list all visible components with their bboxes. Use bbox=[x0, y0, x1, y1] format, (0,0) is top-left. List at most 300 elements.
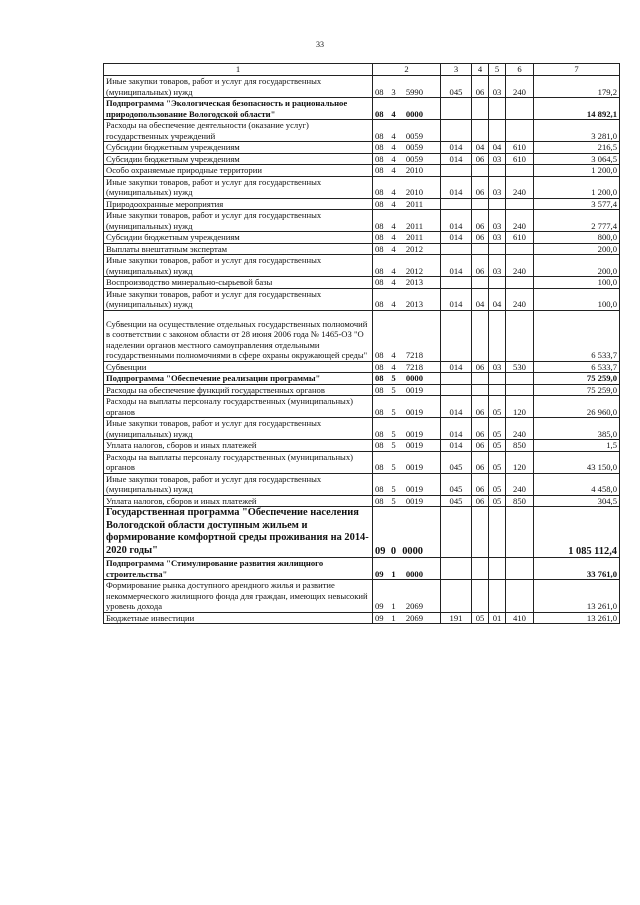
row-sum: 6 533,7 bbox=[534, 361, 620, 373]
row-code bbox=[373, 373, 441, 385]
row-sum: 200,0 bbox=[534, 243, 620, 255]
row-subsection bbox=[489, 507, 506, 558]
row-code bbox=[373, 310, 441, 361]
row-grbs bbox=[441, 165, 472, 177]
row-subsection bbox=[489, 243, 506, 255]
row-sum: 179,2 bbox=[534, 76, 620, 98]
row-grbs bbox=[441, 277, 472, 289]
row-subsection: 04 bbox=[489, 288, 506, 310]
row-grbs: 014 bbox=[441, 361, 472, 373]
row-grbs: 045 bbox=[441, 76, 472, 98]
row-subsection: 04 bbox=[489, 142, 506, 154]
code-direction: 0019 bbox=[405, 495, 423, 506]
code-subprogram: 4 bbox=[391, 130, 396, 141]
code-direction: 0000 bbox=[405, 568, 423, 579]
row-grbs: 014 bbox=[441, 255, 472, 277]
row-subsection: 01 bbox=[489, 612, 506, 624]
row-code bbox=[373, 210, 441, 232]
row-subsection: 03 bbox=[489, 361, 506, 373]
row-subsection bbox=[489, 198, 506, 210]
code-subprogram: 4 bbox=[391, 165, 396, 175]
row-name: Уплата налогов, сборов и иных платежей bbox=[104, 440, 373, 452]
row-grbs bbox=[441, 580, 472, 613]
code-program: 08 bbox=[375, 108, 384, 119]
table-row bbox=[104, 98, 620, 120]
row-sum: 1,5 bbox=[534, 440, 620, 452]
row-grbs: 014 bbox=[441, 396, 472, 418]
code-subprogram: 4 bbox=[391, 350, 396, 360]
row-sum: 14 892,1 bbox=[534, 98, 620, 120]
row-subsection bbox=[489, 384, 506, 396]
row-sum: 800,0 bbox=[534, 232, 620, 244]
row-expense-type bbox=[506, 373, 534, 385]
row-name: Иные закупки товаров, работ и услуг для государственных (муниципальных) нужд bbox=[104, 76, 373, 98]
code-subprogram: 3 bbox=[391, 86, 396, 97]
row-section bbox=[472, 384, 489, 396]
row-subsection: 03 bbox=[489, 210, 506, 232]
code-direction: 0019 bbox=[405, 428, 423, 439]
code-direction: 0059 bbox=[405, 153, 423, 164]
code-program: 08 bbox=[375, 86, 384, 97]
row-grbs: 014 bbox=[441, 440, 472, 452]
row-grbs bbox=[441, 558, 472, 580]
code-subprogram: 5 bbox=[391, 484, 396, 494]
code-program: 09 bbox=[375, 612, 384, 623]
row-name: Субвенции на осуществление отдельных государственных полномочий в соответствии с законом области от 28 июня 2006 года № 1465-ОЗ "О наделении органов местного самоуправления отдельными государственными полномочиями в сфере охраны окружающей среды" bbox=[104, 310, 373, 361]
code-program: 08 bbox=[375, 350, 384, 360]
code-program: 08 bbox=[375, 299, 384, 309]
row-expense-type: 850 bbox=[506, 495, 534, 507]
code-direction: 0000 bbox=[405, 108, 423, 119]
code-program: 08 bbox=[375, 428, 384, 439]
code-subprogram: 5 bbox=[391, 462, 396, 472]
code-subprogram: 1 bbox=[391, 601, 396, 612]
code-program: 09 bbox=[375, 601, 384, 612]
row-subsection: 05 bbox=[489, 440, 506, 452]
row-expense-type: 120 bbox=[506, 451, 534, 473]
row-code bbox=[373, 176, 441, 198]
code-program: 08 bbox=[375, 165, 384, 175]
row-code bbox=[373, 76, 441, 98]
code-direction: 2011 bbox=[406, 220, 423, 231]
row-code bbox=[373, 396, 441, 418]
code-direction: 0019 bbox=[405, 384, 423, 395]
row-subsection bbox=[489, 580, 506, 613]
row-code bbox=[373, 277, 441, 289]
code-direction: 2013 bbox=[405, 299, 423, 309]
code-program: 08 bbox=[375, 232, 384, 242]
code-subprogram: 0 bbox=[390, 545, 397, 557]
row-section: 06 bbox=[472, 418, 489, 440]
row-code bbox=[373, 165, 441, 177]
row-sum: 6 533,7 bbox=[534, 310, 620, 361]
code-direction: 2012 bbox=[405, 265, 423, 276]
row-expense-type: 530 bbox=[506, 361, 534, 373]
code-direction: 2069 bbox=[405, 601, 423, 612]
row-expense-type bbox=[506, 384, 534, 396]
code-subprogram: 5 bbox=[391, 428, 396, 439]
row-code bbox=[373, 580, 441, 613]
row-sum: 3 281,0 bbox=[534, 120, 620, 142]
row-expense-type: 410 bbox=[506, 612, 534, 624]
row-section: 06 bbox=[472, 361, 489, 373]
code-subprogram: 5 bbox=[391, 440, 396, 450]
row-grbs: 014 bbox=[441, 288, 472, 310]
row-expense-type bbox=[506, 98, 534, 120]
row-code bbox=[373, 384, 441, 396]
row-name: Воспроизводство минерально-сырьевой базы bbox=[104, 277, 373, 289]
row-section bbox=[472, 198, 489, 210]
code-subprogram: 4 bbox=[391, 265, 396, 276]
row-section: 06 bbox=[472, 255, 489, 277]
row-code bbox=[373, 507, 441, 558]
row-subsection bbox=[489, 558, 506, 580]
row-code bbox=[373, 153, 441, 165]
row-sum: 13 261,0 bbox=[534, 612, 620, 624]
row-grbs bbox=[441, 507, 472, 558]
table-row bbox=[104, 76, 620, 98]
row-code bbox=[373, 288, 441, 310]
row-sum: 216,5 bbox=[534, 142, 620, 154]
code-direction: 7218 bbox=[405, 361, 423, 372]
code-subprogram: 4 bbox=[391, 361, 396, 372]
table-row bbox=[104, 165, 620, 177]
table-row bbox=[104, 232, 620, 244]
row-sum: 3 064,5 bbox=[534, 153, 620, 165]
row-section: 06 bbox=[472, 440, 489, 452]
row-name: Природоохранные мероприятия bbox=[104, 198, 373, 210]
code-direction: 5990 bbox=[405, 86, 423, 97]
row-section bbox=[472, 507, 489, 558]
row-code bbox=[373, 232, 441, 244]
row-code bbox=[373, 255, 441, 277]
row-name: Подпрограмма "Стимулирование развития жилищного строительства" bbox=[104, 558, 373, 580]
row-section: 06 bbox=[472, 232, 489, 244]
row-name: Субвенции bbox=[104, 361, 373, 373]
code-direction: 2012 bbox=[405, 243, 423, 254]
budget-table bbox=[103, 63, 620, 624]
code-subprogram: 5 bbox=[391, 384, 396, 395]
row-code bbox=[373, 612, 441, 624]
row-code bbox=[373, 558, 441, 580]
row-expense-type: 240 bbox=[506, 210, 534, 232]
row-section bbox=[472, 373, 489, 385]
table-row bbox=[104, 418, 620, 440]
row-grbs: 014 bbox=[441, 153, 472, 165]
code-direction: 2010 bbox=[405, 187, 423, 197]
header-cell: 5 bbox=[489, 64, 506, 76]
row-expense-type bbox=[506, 310, 534, 361]
row-code bbox=[373, 142, 441, 154]
code-subprogram: 4 bbox=[391, 187, 396, 197]
row-subsection: 03 bbox=[489, 76, 506, 98]
row-expense-type: 610 bbox=[506, 153, 534, 165]
table-row bbox=[104, 373, 620, 385]
row-sum: 75 259,0 bbox=[534, 373, 620, 385]
table-row bbox=[104, 495, 620, 507]
row-subsection bbox=[489, 98, 506, 120]
row-subsection: 03 bbox=[489, 232, 506, 244]
row-expense-type: 610 bbox=[506, 142, 534, 154]
code-subprogram: 5 bbox=[391, 495, 396, 506]
row-sum: 100,0 bbox=[534, 288, 620, 310]
table-row bbox=[104, 153, 620, 165]
code-subprogram: 4 bbox=[391, 277, 396, 287]
row-grbs bbox=[441, 120, 472, 142]
row-section bbox=[472, 98, 489, 120]
row-expense-type: 240 bbox=[506, 288, 534, 310]
code-subprogram: 5 bbox=[391, 406, 396, 417]
row-code bbox=[373, 198, 441, 210]
row-code bbox=[373, 440, 441, 452]
row-grbs: 045 bbox=[441, 495, 472, 507]
row-name: Расходы на выплаты персоналу государственных (муниципальных) органов bbox=[104, 451, 373, 473]
row-name: Бюджетные инвестиции bbox=[104, 612, 373, 624]
row-section bbox=[472, 120, 489, 142]
code-program: 08 bbox=[375, 484, 384, 494]
table-row bbox=[104, 210, 620, 232]
row-subsection: 05 bbox=[489, 451, 506, 473]
code-program: 08 bbox=[375, 277, 384, 287]
row-name: Расходы на обеспечение функций государственных органов bbox=[104, 384, 373, 396]
table-row bbox=[104, 255, 620, 277]
row-grbs bbox=[441, 373, 472, 385]
row-sum: 13 261,0 bbox=[534, 580, 620, 613]
row-subsection: 03 bbox=[489, 176, 506, 198]
code-direction: 0059 bbox=[405, 130, 423, 141]
row-section: 06 bbox=[472, 451, 489, 473]
row-name: Формирование рынка доступного арендного жилья и развитие некоммерческого жилищного фонда для граждан, имеющих невысокий уровень дохода bbox=[104, 580, 373, 613]
row-sum: 2 777,4 bbox=[534, 210, 620, 232]
code-subprogram: 1 bbox=[391, 612, 396, 623]
code-program: 08 bbox=[375, 142, 384, 152]
row-expense-type: 240 bbox=[506, 255, 534, 277]
row-sum: 43 150,0 bbox=[534, 451, 620, 473]
row-subsection bbox=[489, 120, 506, 142]
table-row bbox=[104, 288, 620, 310]
row-name: Иные закупки товаров, работ и услуг для государственных (муниципальных) нужд bbox=[104, 255, 373, 277]
header-cell: 2 bbox=[373, 64, 441, 76]
row-code bbox=[373, 243, 441, 255]
table-row bbox=[104, 580, 620, 613]
code-subprogram: 4 bbox=[391, 220, 396, 231]
code-program: 08 bbox=[375, 198, 384, 209]
row-name: Иные закупки товаров, работ и услуг для государственных (муниципальных) нужд bbox=[104, 473, 373, 495]
row-grbs bbox=[441, 310, 472, 361]
row-name: Субсидии бюджетным учреждениям bbox=[104, 153, 373, 165]
row-grbs bbox=[441, 384, 472, 396]
code-direction: 0000 bbox=[402, 545, 423, 557]
code-program: 09 bbox=[375, 568, 384, 579]
row-sum: 75 259,0 bbox=[534, 384, 620, 396]
row-sum: 385,0 bbox=[534, 418, 620, 440]
row-grbs: 014 bbox=[441, 418, 472, 440]
code-direction: 2010 bbox=[405, 165, 423, 175]
row-expense-type: 240 bbox=[506, 76, 534, 98]
row-section bbox=[472, 243, 489, 255]
row-name: Расходы на обеспечение деятельности (оказание услуг) государственных учреждений bbox=[104, 120, 373, 142]
code-subprogram: 4 bbox=[391, 108, 396, 119]
code-program: 08 bbox=[375, 406, 384, 417]
row-code bbox=[373, 495, 441, 507]
code-direction: 0059 bbox=[405, 142, 423, 152]
row-subsection bbox=[489, 373, 506, 385]
code-direction: 2011 bbox=[406, 232, 423, 242]
row-grbs: 014 bbox=[441, 176, 472, 198]
row-grbs: 014 bbox=[441, 232, 472, 244]
code-direction: 0019 bbox=[405, 484, 423, 494]
row-subsection: 03 bbox=[489, 255, 506, 277]
row-name: Подпрограмма "Обеспечение реализации программы" bbox=[104, 373, 373, 385]
code-program: 08 bbox=[375, 153, 384, 164]
code-subprogram: 4 bbox=[391, 153, 396, 164]
row-sum: 26 960,0 bbox=[534, 396, 620, 418]
code-program: 08 bbox=[375, 384, 384, 395]
row-name: Иные закупки товаров, работ и услуг для государственных (муниципальных) нужд bbox=[104, 418, 373, 440]
row-sum: 1 200,0 bbox=[534, 165, 620, 177]
table-row bbox=[104, 507, 620, 558]
code-program: 08 bbox=[375, 462, 384, 472]
table-row bbox=[104, 142, 620, 154]
code-subprogram: 4 bbox=[391, 198, 396, 209]
code-program: 08 bbox=[375, 440, 384, 450]
row-name: Подпрограмма "Экологическая безопасность и рациональное природопользование Вологодской области" bbox=[104, 98, 373, 120]
code-direction: 0019 bbox=[405, 462, 423, 472]
row-section: 06 bbox=[472, 473, 489, 495]
row-subsection bbox=[489, 165, 506, 177]
header-row bbox=[104, 64, 620, 76]
row-name: Иные закупки товаров, работ и услуг для государственных (муниципальных) нужд bbox=[104, 288, 373, 310]
row-section: 06 bbox=[472, 153, 489, 165]
code-subprogram: 4 bbox=[391, 299, 396, 309]
row-expense-type: 850 bbox=[506, 440, 534, 452]
code-subprogram: 4 bbox=[391, 232, 396, 242]
row-grbs: 045 bbox=[441, 473, 472, 495]
row-code bbox=[373, 120, 441, 142]
code-subprogram: 4 bbox=[391, 243, 396, 254]
table-row bbox=[104, 198, 620, 210]
code-subprogram: 5 bbox=[391, 373, 396, 383]
row-code bbox=[373, 473, 441, 495]
code-direction: 0000 bbox=[405, 373, 423, 383]
row-grbs bbox=[441, 243, 472, 255]
row-name: Особо охраняемые природные территории bbox=[104, 165, 373, 177]
row-sum: 33 761,0 bbox=[534, 558, 620, 580]
row-section: 06 bbox=[472, 396, 489, 418]
row-expense-type bbox=[506, 580, 534, 613]
header-cell: 7 bbox=[534, 64, 620, 76]
code-direction: 2069 bbox=[405, 612, 423, 623]
row-grbs: 014 bbox=[441, 210, 472, 232]
row-expense-type: 120 bbox=[506, 396, 534, 418]
row-expense-type bbox=[506, 120, 534, 142]
row-name: Государственная программа "Обеспечение населения Вологодской области доступным жильем и формирование комфортной среды проживания на 2014-2020 годы" bbox=[104, 507, 373, 558]
row-subsection: 05 bbox=[489, 495, 506, 507]
table-row bbox=[104, 384, 620, 396]
table-row bbox=[104, 558, 620, 580]
code-program: 08 bbox=[375, 265, 384, 276]
code-program: 09 bbox=[375, 545, 386, 557]
table-row bbox=[104, 176, 620, 198]
row-subsection: 03 bbox=[489, 153, 506, 165]
row-expense-type: 240 bbox=[506, 176, 534, 198]
row-section: 06 bbox=[472, 210, 489, 232]
row-section bbox=[472, 558, 489, 580]
code-direction: 0019 bbox=[405, 406, 423, 417]
row-grbs: 191 bbox=[441, 612, 472, 624]
table-row bbox=[104, 612, 620, 624]
table-row bbox=[104, 120, 620, 142]
table-row bbox=[104, 451, 620, 473]
row-sum: 4 458,0 bbox=[534, 473, 620, 495]
row-subsection: 05 bbox=[489, 396, 506, 418]
row-expense-type bbox=[506, 507, 534, 558]
row-grbs bbox=[441, 198, 472, 210]
row-grbs: 045 bbox=[441, 451, 472, 473]
code-program: 08 bbox=[375, 373, 384, 383]
row-name: Выплаты внештатным экспертам bbox=[104, 243, 373, 255]
row-code bbox=[373, 98, 441, 120]
row-name: Иные закупки товаров, работ и услуг для государственных (муниципальных) нужд bbox=[104, 176, 373, 198]
code-program: 08 bbox=[375, 187, 384, 197]
row-sum: 1 085 112,4 bbox=[534, 507, 620, 558]
code-program: 08 bbox=[375, 130, 384, 141]
row-code bbox=[373, 451, 441, 473]
row-grbs bbox=[441, 98, 472, 120]
table-row bbox=[104, 310, 620, 361]
row-subsection bbox=[489, 277, 506, 289]
table-row bbox=[104, 440, 620, 452]
row-subsection: 05 bbox=[489, 418, 506, 440]
code-program: 08 bbox=[375, 243, 384, 254]
header-cell: 4 bbox=[472, 64, 489, 76]
header-cell: 6 bbox=[506, 64, 534, 76]
row-code bbox=[373, 418, 441, 440]
row-sum: 100,0 bbox=[534, 277, 620, 289]
code-program: 08 bbox=[375, 361, 384, 372]
row-section: 04 bbox=[472, 288, 489, 310]
code-direction: 2013 bbox=[405, 277, 423, 287]
row-expense-type bbox=[506, 198, 534, 210]
code-direction: 0019 bbox=[405, 440, 423, 450]
row-subsection: 05 bbox=[489, 473, 506, 495]
row-name: Субсидии бюджетным учреждениям bbox=[104, 232, 373, 244]
row-sum: 1 200,0 bbox=[534, 176, 620, 198]
row-section bbox=[472, 580, 489, 613]
row-sum: 304,5 bbox=[534, 495, 620, 507]
table-row bbox=[104, 243, 620, 255]
code-program: 08 bbox=[375, 495, 384, 506]
header-cell: 3 bbox=[441, 64, 472, 76]
table-row bbox=[104, 361, 620, 373]
row-section: 06 bbox=[472, 176, 489, 198]
row-section bbox=[472, 310, 489, 361]
row-section: 05 bbox=[472, 612, 489, 624]
code-program: 08 bbox=[375, 220, 384, 231]
row-expense-type bbox=[506, 243, 534, 255]
row-section bbox=[472, 277, 489, 289]
page-number: 33 bbox=[316, 40, 324, 49]
row-section bbox=[472, 165, 489, 177]
header-cell: 1 bbox=[104, 64, 373, 76]
row-expense-type: 240 bbox=[506, 418, 534, 440]
row-expense-type bbox=[506, 165, 534, 177]
row-subsection bbox=[489, 310, 506, 361]
row-sum: 200,0 bbox=[534, 255, 620, 277]
code-subprogram: 4 bbox=[391, 142, 396, 152]
row-section: 06 bbox=[472, 76, 489, 98]
table-row bbox=[104, 473, 620, 495]
